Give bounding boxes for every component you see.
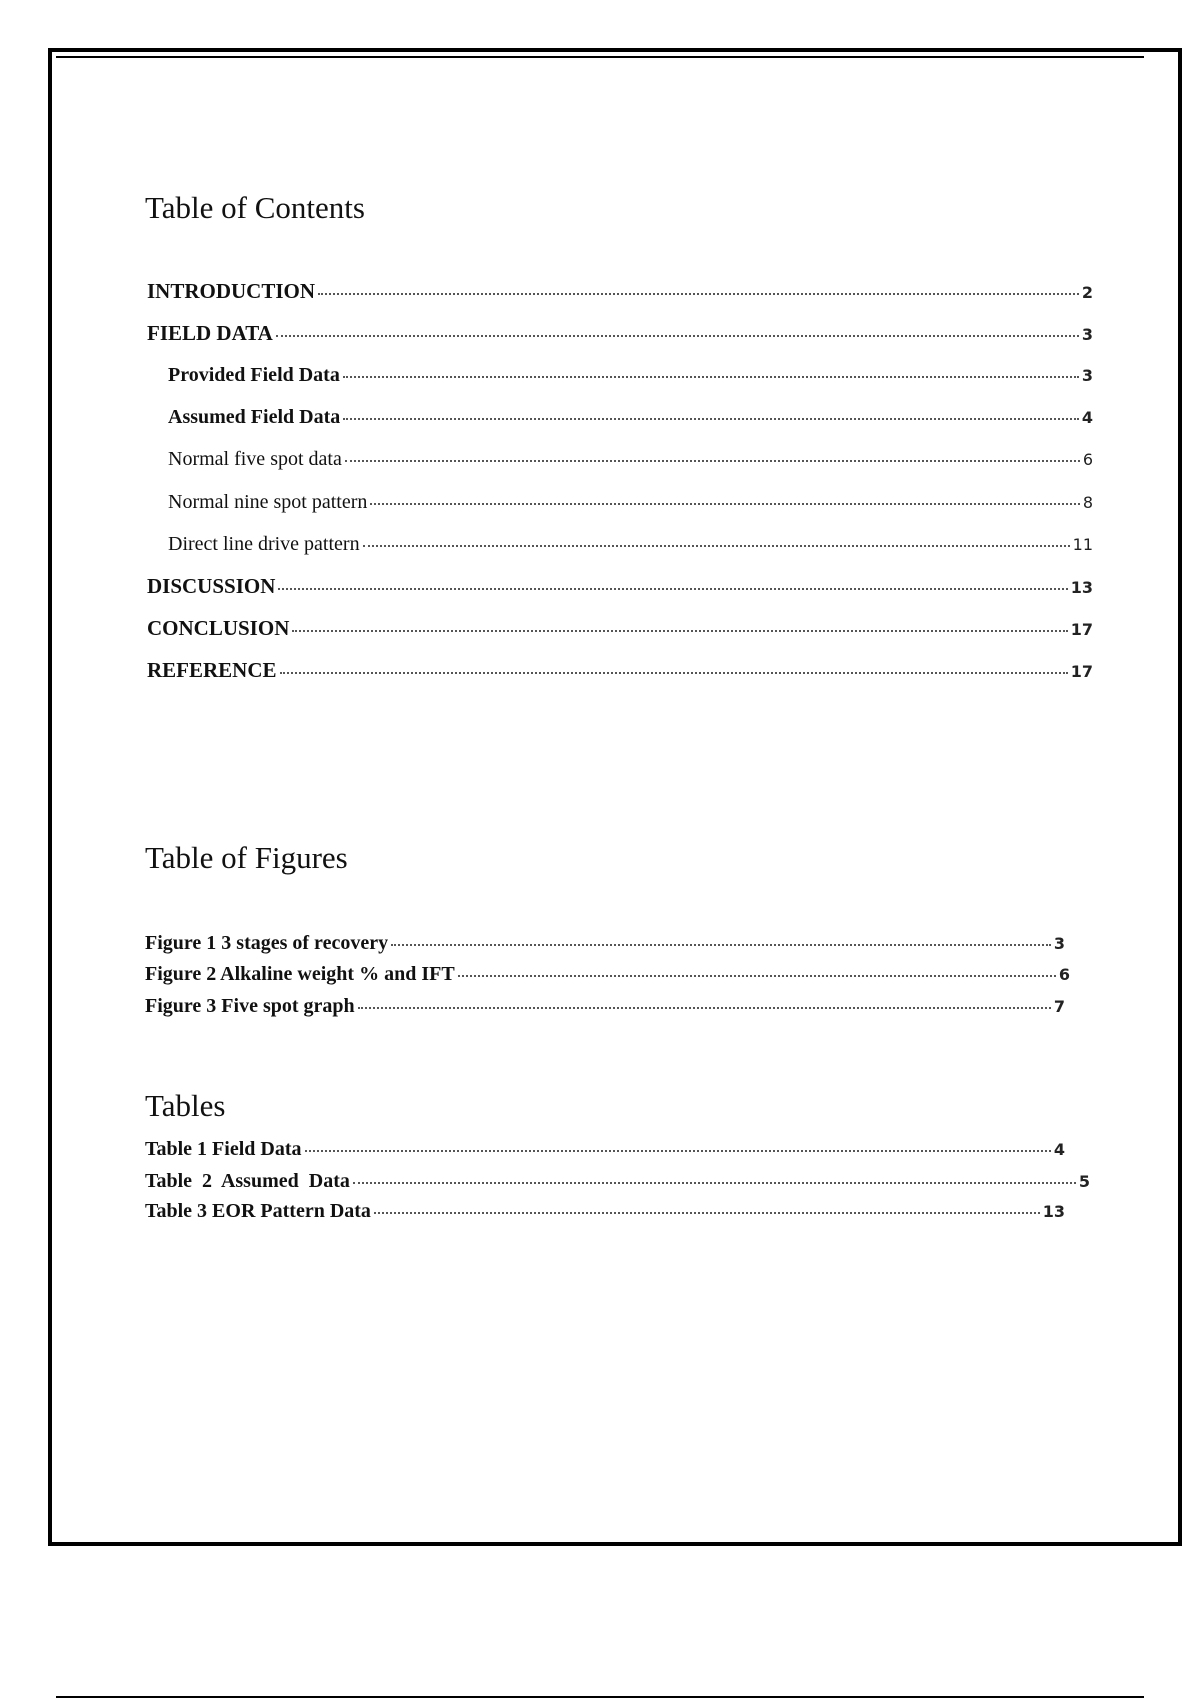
figures-heading: Table of Figures <box>145 840 348 875</box>
figure-entry-page: 7 <box>1053 997 1065 1016</box>
toc-entry-assumed-field-data[interactable] <box>168 406 1093 429</box>
dot-leader <box>353 1181 1076 1184</box>
toc-entry-direct-line-drive[interactable] <box>168 533 1093 556</box>
dot-leader <box>343 417 1079 420</box>
toc-heading: Table of Contents <box>145 190 365 225</box>
toc-entry-page: 3 <box>1081 325 1093 344</box>
toc-entry-label: Provided Field Data <box>168 364 340 386</box>
toc-entry-discussion[interactable] <box>147 574 1093 599</box>
dot-leader <box>391 943 1051 946</box>
toc-entry-label: Normal nine spot pattern <box>168 491 368 513</box>
dot-leader <box>278 587 1067 590</box>
toc-entry-label: DISCUSSION <box>147 574 276 598</box>
table-entry-page: 13 <box>1042 1202 1065 1221</box>
dot-leader <box>305 1149 1051 1152</box>
figure-entry-2[interactable] <box>145 963 1070 986</box>
dot-leader <box>280 671 1068 674</box>
toc-entry-label: REFERENCE <box>147 658 277 682</box>
toc-entry-page: 17 <box>1070 662 1093 681</box>
toc-entry-page: 2 <box>1081 283 1093 302</box>
figure-entry-label: Figure 3 Five spot graph <box>145 995 355 1017</box>
page-border <box>48 48 1182 1546</box>
figure-entry-label: Figure 2 Alkaline weight % and IFT <box>145 963 455 985</box>
table-entry-page: 5 <box>1078 1172 1090 1191</box>
toc-entry-label: Direct line drive pattern <box>168 533 360 555</box>
toc-entry-conclusion[interactable] <box>147 616 1093 641</box>
figure-entry-page: 3 <box>1053 934 1065 953</box>
table-entry-label: Table 3 EOR Pattern Data <box>145 1200 371 1222</box>
table-entry-2[interactable] <box>145 1170 1090 1193</box>
dot-leader <box>370 502 1079 505</box>
dot-leader <box>276 334 1079 337</box>
toc-entry-normal-nine-spot[interactable] <box>168 491 1093 514</box>
dot-leader <box>345 459 1080 462</box>
toc-entry-page: 6 <box>1082 450 1093 469</box>
dot-leader <box>458 974 1056 977</box>
dot-leader <box>363 544 1070 547</box>
dot-leader <box>292 629 1067 632</box>
toc-entry-page: 8 <box>1082 493 1093 512</box>
toc-entry-page: 11 <box>1072 535 1093 554</box>
footer-rule <box>56 1696 1144 1698</box>
figure-entry-label: Figure 1 3 stages of recovery <box>145 932 389 954</box>
toc-entry-field-data[interactable] <box>147 321 1093 346</box>
toc-entry-provided-field-data[interactable] <box>168 364 1093 387</box>
dot-leader <box>343 375 1079 378</box>
table-entry-page: 4 <box>1053 1140 1065 1159</box>
toc-entry-label: INTRODUCTION <box>147 279 316 303</box>
toc-entry-label: Assumed Field Data <box>168 406 341 428</box>
toc-entry-page: 17 <box>1070 620 1093 639</box>
figure-entry-3[interactable] <box>145 995 1065 1018</box>
dot-leader <box>318 292 1079 295</box>
table-entry-3[interactable] <box>145 1200 1065 1223</box>
table-entry-label: Table 2 Assumed Data <box>145 1170 350 1192</box>
toc-entry-reference[interactable] <box>147 658 1093 683</box>
toc-entry-page: 3 <box>1081 366 1093 385</box>
header-rule <box>56 56 1144 58</box>
toc-entry-introduction[interactable] <box>147 279 1093 304</box>
toc-entry-page: 13 <box>1070 578 1093 597</box>
table-entry-1[interactable] <box>145 1138 1065 1161</box>
dot-leader <box>358 1006 1051 1009</box>
toc-entry-label: CONCLUSION <box>147 616 290 640</box>
figure-entry-page: 6 <box>1058 965 1070 984</box>
table-entry-label: Table 1 Field Data <box>145 1138 302 1160</box>
toc-entry-label: Normal five spot data <box>168 448 342 470</box>
figure-entry-1[interactable] <box>145 932 1065 955</box>
toc-entry-page: 4 <box>1081 408 1093 427</box>
dot-leader <box>374 1211 1040 1214</box>
toc-entry-label: FIELD DATA <box>147 321 273 345</box>
tables-heading: Tables <box>145 1088 226 1123</box>
toc-entry-normal-five-spot[interactable] <box>168 448 1093 471</box>
